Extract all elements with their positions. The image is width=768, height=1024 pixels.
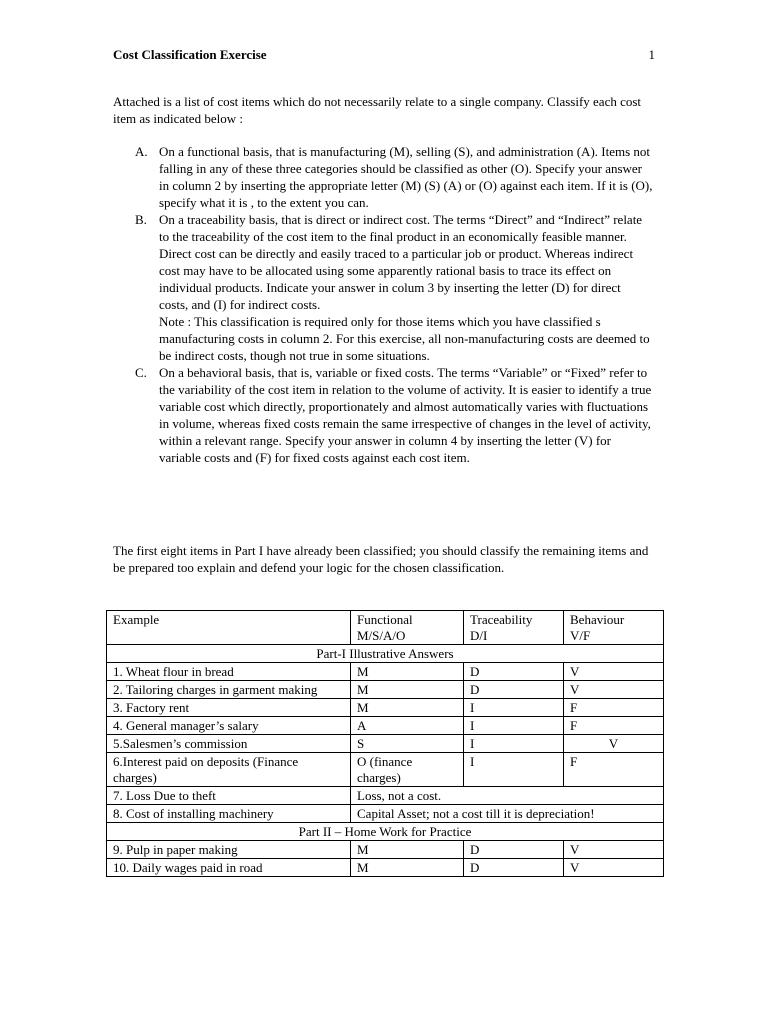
table-header-row [107, 611, 664, 645]
example-cell: 2. Tailoring charges in garment making [107, 681, 351, 699]
criteria-paragraph: On a behavioral basis, that is, variable or fixed costs. The terms “Variable” or “Fixed” refer to the variability of the cost item in relation to the volume of activity. It is easier to identify a true variable cost which directly, proportionately and almost automatically varies with fluctuations in volume, whereas fixed costs remain the same irrespective of changes in the level of activity, within a relevant range. Specify your answer in column 4 by inserting the letter (V) for variable costs and (F) for fixed costs against each cost item. [159, 365, 652, 465]
note-cell: Capital Asset; not a cost till it is depreciation! [351, 805, 664, 823]
table-row [107, 859, 664, 877]
table-row [107, 805, 664, 823]
example-cell: 1. Wheat flour in bread [107, 663, 351, 681]
traceability-cell: D [464, 841, 564, 859]
traceability-cell: D [464, 681, 564, 699]
traceability-cell: I [464, 699, 564, 717]
functional-cell: M [351, 663, 464, 681]
behaviour-cell: F [564, 753, 664, 787]
table-row [107, 681, 664, 699]
criteria-item [113, 211, 653, 364]
functional-cell: M [351, 681, 464, 699]
behaviour-cell: V [564, 663, 664, 681]
functional-cell: M [351, 841, 464, 859]
closing-paragraph: The first eight items in Part I have already been classified; you should classify the remaining items and be prepared too explain and defend your logic for the chosen classification. [113, 543, 649, 575]
example-cell: 10. Daily wages paid in road [107, 859, 351, 877]
example-cell: 6.Interest paid on deposits (Finance charges) [107, 753, 351, 787]
part1-section-row [107, 645, 664, 663]
example-cell: 4. General manager’s salary [107, 717, 351, 735]
page-header [113, 46, 655, 64]
note-cell: Loss, not a cost. [351, 787, 664, 805]
functional-cell: M [351, 859, 464, 877]
example-cell: 7. Loss Due to theft [107, 787, 351, 805]
table-row [107, 841, 664, 859]
traceability-cell: I [464, 735, 564, 753]
document-title: Cost Classification Exercise [113, 47, 267, 62]
functional-cell: O (finance charges) [351, 753, 464, 787]
behaviour-cell: F [564, 699, 664, 717]
list-marker: A. [135, 144, 148, 159]
example-cell: 3. Factory rent [107, 699, 351, 717]
part2-section-row [107, 823, 664, 841]
behaviour-cell: F [564, 717, 664, 735]
traceability-cell: I [464, 717, 564, 735]
section-label: Part II – Home Work for Practice [107, 823, 664, 841]
traceability-cell: I [464, 753, 564, 787]
traceability-cell: D [464, 663, 564, 681]
header-traceability: Traceability D/I [464, 611, 564, 645]
behaviour-cell: V [564, 735, 664, 753]
table-row [107, 699, 664, 717]
functional-cell: A [351, 717, 464, 735]
header-functional: Functional M/S/A/O [351, 611, 464, 645]
list-marker: B. [135, 212, 147, 227]
table-row [107, 753, 664, 787]
list-marker: C. [135, 365, 147, 380]
example-cell: 8. Cost of installing machinery [107, 805, 351, 823]
criteria-item [113, 364, 653, 466]
table-row [107, 735, 664, 753]
intro-paragraph: Attached is a list of cost items which do not necessarily relate to a single company. Classify each cost item as indicated below : [113, 94, 642, 126]
criteria-paragraph: On a functional basis, that is manufacturing (M), selling (S), and administration (A). Items not falling in any of these three categories should be classified as other (O). Specify your answer in column 2 by inserting the appropriate letter (M) (S) (A) or (O) against each item. If it is (O), specify what it is , to the extent you can. [159, 144, 653, 210]
traceability-cell: D [464, 859, 564, 877]
example-cell: 5.Salesmen’s commission [107, 735, 351, 753]
criteria-paragraph: On a traceability basis, that is direct or indirect cost. The terms “Direct” and “Indirect” relate to the traceability of the cost item to the final product in an economically feasible manner. Direct cost can be directly and easily traced to a particular job or product. Whereas indirect cost may have to be allocated using some apparently rational basis to trace its effect on individual products. Indicate your answer in colum 3 by inserting the letter (D) for direct costs, and (I) for indirect costs. [159, 212, 643, 312]
header-example: Example [107, 611, 351, 645]
behaviour-cell: V [564, 681, 664, 699]
table-row [107, 787, 664, 805]
header-behaviour: Behaviour V/F [564, 611, 664, 645]
criteria-paragraph: Note : This classification is required only for those items which you have classified s manufacturing costs in column 2. For this exercise, all non-manufacturing costs are deemed to be indirect costs, though not true in some situations. [159, 314, 650, 363]
behaviour-cell: V [564, 859, 664, 877]
cost-classification-table [106, 610, 664, 877]
example-cell: 9. Pulp in paper making [107, 841, 351, 859]
table-row [107, 663, 664, 681]
classification-criteria-list [113, 143, 653, 466]
behaviour-cell: V [564, 841, 664, 859]
table-row [107, 717, 664, 735]
functional-cell: S [351, 735, 464, 753]
criteria-item [113, 143, 653, 211]
functional-cell: M [351, 699, 464, 717]
page-number: 1 [648, 47, 655, 62]
section-label: Part-I Illustrative Answers [107, 645, 664, 663]
